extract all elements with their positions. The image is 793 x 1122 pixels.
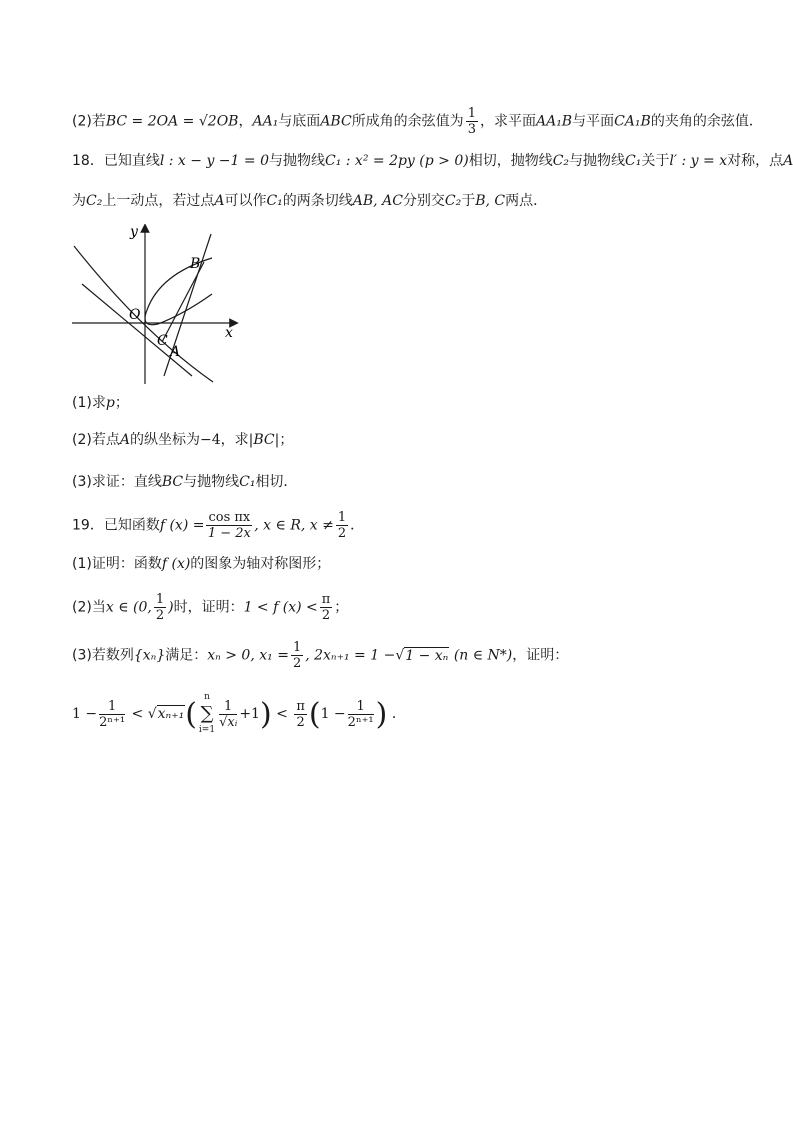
fraction-one-third: $\frac{1}{3}$ (467, 106, 476, 137)
label-O: O (129, 307, 141, 323)
label-x: x (225, 325, 233, 341)
label-B: B (190, 256, 201, 272)
label-y: y (130, 224, 138, 240)
line-bc (162, 262, 204, 342)
q18-part3: (3)求证：直线BC与抛物线C₁相切． (72, 474, 298, 490)
q19-part1: (1)证明：函数f (x)的图象为轴对称图形； (72, 556, 331, 572)
q18-part1: (1)求p； (72, 395, 129, 411)
q18-line1: 18．已知直线l : x − y −1 = 0与抛物线C₁ : x² = 2py (p > 0)相切，抛物线C₂与抛物线C₁关于l′ : y = x对称，点A (72, 153, 793, 169)
label-C: C (157, 333, 168, 349)
q18-part2: (2)若点A的纵坐标为−4，求|BC|； (72, 432, 294, 448)
tangent-ac (82, 284, 192, 376)
parabola-c2 (145, 258, 212, 325)
q19-part3: (3)若数列{xₙ}满足：xₙ > 0, x₁ = $\frac{1}{2}$ , 2xₙ₊₁ = 1 −√1 − xₙ (n ∈ N*)，证明： (72, 640, 569, 671)
parabola-figure (72, 224, 252, 389)
label-A: A (170, 344, 181, 360)
q19-part2: (2)当x ∈ (0, $\frac{1}{2}$ )时，证明：1 < f (x) < $\frac{\pi}{2}$ ； (72, 592, 349, 623)
q18-line2: 为C₂上一动点，若过点A可以作C₁的两条切线AB, AC分别交C₂于B, C两点． (72, 193, 548, 209)
q19-inequality: 1 − $\frac{1}{\text{2ⁿ⁺¹}}$ < √xₙ₊₁( n ∑ i=1 $\frac{1}{\text{√xᵢ}}$ +1) < $\frac{\pi}{2}$ (1 − $\frac{1}{\text{2ⁿ⁺¹}}$ ) ． (72, 692, 406, 735)
q19-stem: 19．已知函数f (x) = $\frac{\text{cos πx}}{1 - 2x}$ , x ∈ R, x ≠ $\frac{1}{2}$ ． (72, 510, 365, 541)
q17-part2: (2)若BC = 2OA = √2OB，AA₁与底面ABC所成角的余弦值为 $\frac{1}{3}$ ，求平面AA₁B与平面CA₁B的夹角的余弦值． (72, 106, 763, 137)
